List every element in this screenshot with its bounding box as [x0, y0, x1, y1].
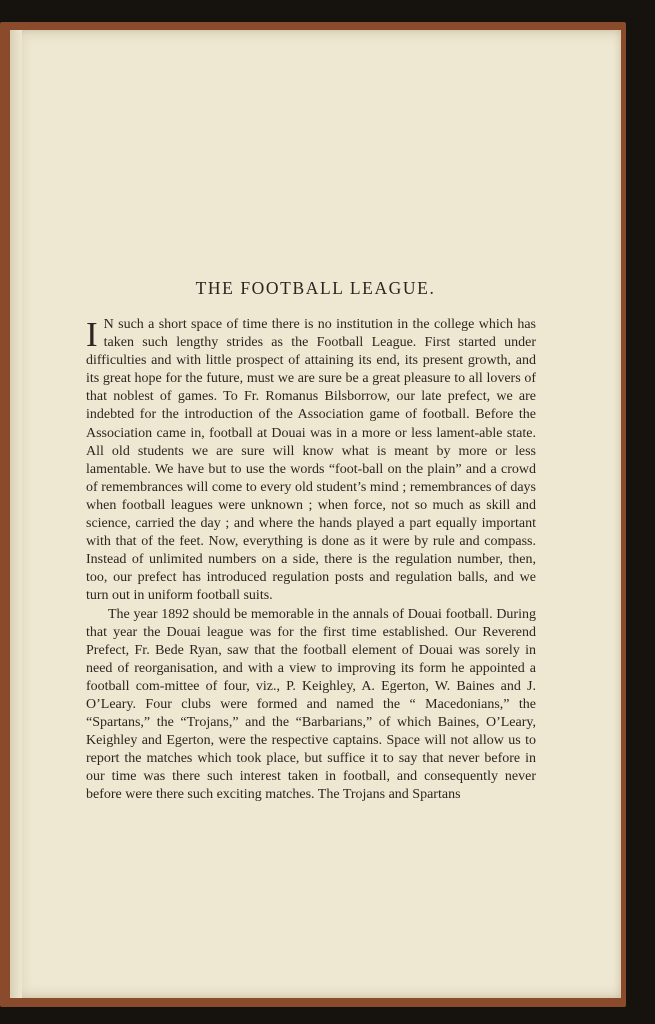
- paragraph-1: [86, 316, 536, 606]
- drop-cap: I: [86, 315, 98, 354]
- paragraph-2: The year 1892 should be memorable in the annals of Douai football. During that year the Douai league was for the first time established. Our Reverend Prefect, Fr. Bede Ryan, saw that the football element of Douai was sorely in need of reorganisation, and with a view to improving its form he appointed a football com-mittee of four, viz., P. Keighley, A. Egerton, W. Baines and J. O’Leary. Four clubs were formed and named the “ Macedonians,” the “Spartans,” the “Trojans,” and the “Barbarians,” of which Baines, O’Leary, Keighley and Egerton, were the respective captains. Space will not allow us to report the matches which took place, but suffice it to say that never before in our time was there such interest taken in football, and consequently never before were there such exciting matches. The Trojans and Spartans: [86, 606, 536, 803]
- paragraph-1-rest: which has taken such lengthy strides as the Football League. First started under difficulties and with little prospect of attaining its end, its present growth, and its great hope for the future, must we are sure be a great pleasure to all lovers of that noblest of games. To Fr. Romanus Bilsborrow, our late prefect, we are indebted for the introduction of the Association game of football. Before the Association came in, football at Douai was in a more or less lament-able state. All old students we are sure will know what is meant by more or less lamentable. We have but to use the words “foot-ball on the plain” and a crowd of remembrances will come to every old student’s mind ; remembrances of days when football leagues were unknown ; when force, not so much as skill and science, carried the day ; and where the hands played a part equally important with that of the feet. Now, everything is done as it were by rule and compass. Instead of unlimited numbers on a side, there is the regulation number, then, too, our prefect has introduced regulation posts and regulation balls, and we turn out in uniform football suits.: [86, 317, 536, 604]
- page-gutter-shadow: [10, 30, 22, 998]
- chapter-title: THE FOOTBALL LEAGUE.: [195, 278, 436, 298]
- paragraph-1-lead: N such a short space of time there is no institution in the college: [103, 317, 475, 332]
- book-page: [10, 30, 621, 998]
- article-body: [86, 316, 536, 805]
